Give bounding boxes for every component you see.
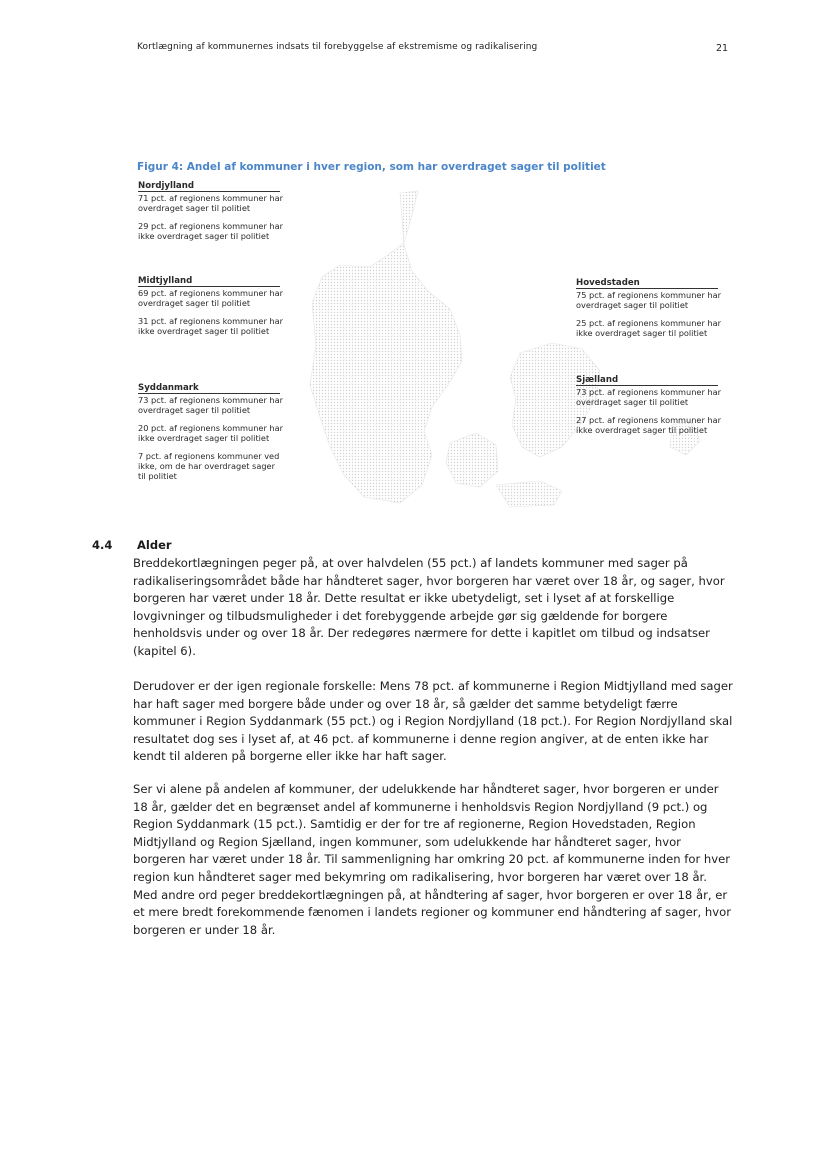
region-name: Syddanmark bbox=[138, 383, 280, 394]
region-sjaelland bbox=[576, 375, 721, 443]
section-number: 4.4 bbox=[92, 538, 113, 552]
paragraph-text: Ser vi alene på andelen af kommuner, der udelukkende har håndteret sager, hvor borgeren er under 18 år, gælder det en begrænset andel af kommunerne i henholdsvis Region Nordjylland (9 pct.) og Region Syddanmark (15 pct.). Samtidig er der for tre af regionerne, Region Hovedstaden, Region Midtjylland og Region Sjælland, ingen kommuner, som udelukkende har håndteret sager, hvor borgeren har været under 18 år. Til sammenligning har omkring 20 pct. af kommunerne inden for hver region kun håndteret sager med bekymring om radikalisering, hvor borgeren har været over 18 år. Med andre ord peger breddekortlægningen på, at håndtering af sager, hvor borgeren er over 18 år, er et mere bredt forekommende fænomen i landets regioner og kommuner end håndtering af sager, hvor borgeren er under 18 år. bbox=[133, 782, 731, 937]
section-title: Alder bbox=[137, 538, 172, 552]
denmark-map bbox=[300, 185, 720, 515]
region-stat: 29 pct. af regionens kommuner har ikke overdraget sager til politiet bbox=[138, 221, 283, 241]
paragraph-text: Breddekortlægningen peger på, at over halvdelen (55 pct.) af landets kommuner med sager på radikaliseringsområdet både har håndteret sager, hvor borgeren har været over 18 år, og sager, hvor borgeren har været under 18 år. Dette resultat er ikke ubetydeligt, set i lyset af at forskellige lovgivninger og tilbudsmuligheder i det forebyggende arbejde gør sig gældende for borgere henholdsvis under og over 18 år. Der redegøres nærmere for dette i kapitlet om tilbud og indsatser (kapitel 6). bbox=[133, 556, 725, 658]
body-paragraph bbox=[133, 781, 733, 939]
region-stat: 75 pct. af regionens kommuner har overdraget sager til politiet bbox=[576, 290, 721, 310]
region-name: Nordjylland bbox=[138, 181, 280, 192]
body-paragraph bbox=[133, 555, 733, 661]
region-stat: 73 pct. af regionens kommuner har overdraget sager til politiet bbox=[138, 395, 283, 415]
region-name: Hovedstaden bbox=[576, 278, 718, 289]
figure-title: Figur 4: Andel af kommuner i hver region, som har overdraget sager til politiet bbox=[137, 161, 606, 173]
region-stat: 71 pct. af regionens kommuner har overdraget sager til politiet bbox=[138, 193, 283, 213]
region-midtjylland bbox=[138, 276, 283, 344]
region-stat: 69 pct. af regionens kommuner har overdraget sager til politiet bbox=[138, 288, 283, 308]
page-number: 21 bbox=[716, 43, 729, 54]
lolland-shape bbox=[496, 481, 562, 507]
region-nordjylland bbox=[138, 181, 283, 249]
region-stat: 25 pct. af regionens kommuner har ikke overdraget sager til politiet bbox=[576, 318, 721, 338]
region-stat: 27 pct. af regionens kommuner har ikke overdraget sager til politiet bbox=[576, 415, 721, 435]
region-stat: 73 pct. af regionens kommuner har overdraget sager til politiet bbox=[576, 387, 721, 407]
jutland-shape bbox=[310, 191, 462, 503]
region-hovedstaden bbox=[576, 278, 721, 346]
body-paragraph bbox=[133, 678, 733, 766]
region-stat: 7 pct. af regionens kommuner ved ikke, om de har overdraget sager til politiet bbox=[138, 451, 280, 481]
region-name: Sjælland bbox=[576, 375, 718, 386]
running-header: Kortlægning af kommunernes indsats til forebyggelse af ekstremisme og radikalisering bbox=[137, 42, 538, 52]
region-stat: 20 pct. af regionens kommuner har ikke overdraget sager til politiet bbox=[138, 423, 283, 443]
region-name: Midtjylland bbox=[138, 276, 280, 287]
region-stat: 31 pct. af regionens kommuner har ikke overdraget sager til politiet bbox=[138, 316, 283, 336]
funen-shape bbox=[446, 433, 498, 487]
paragraph-text: Derudover er der igen regionale forskelle: Mens 78 pct. af kommunerne i Region Midtjylland med sager har haft sager med borgere både under og over 18 år, så gælder det samme betydeligt færre kommuner i Region Syddanmark (55 pct.) og i Region Nordjylland (18 pct.). For Region Nordjylland skal resultatet dog ses i lyset af, at 46 pct. af kommunerne i denne region angiver, at de enten ikke har kendt til alderen på borgerne eller ikke har haft sager. bbox=[133, 679, 733, 764]
region-syddanmark bbox=[138, 383, 283, 489]
